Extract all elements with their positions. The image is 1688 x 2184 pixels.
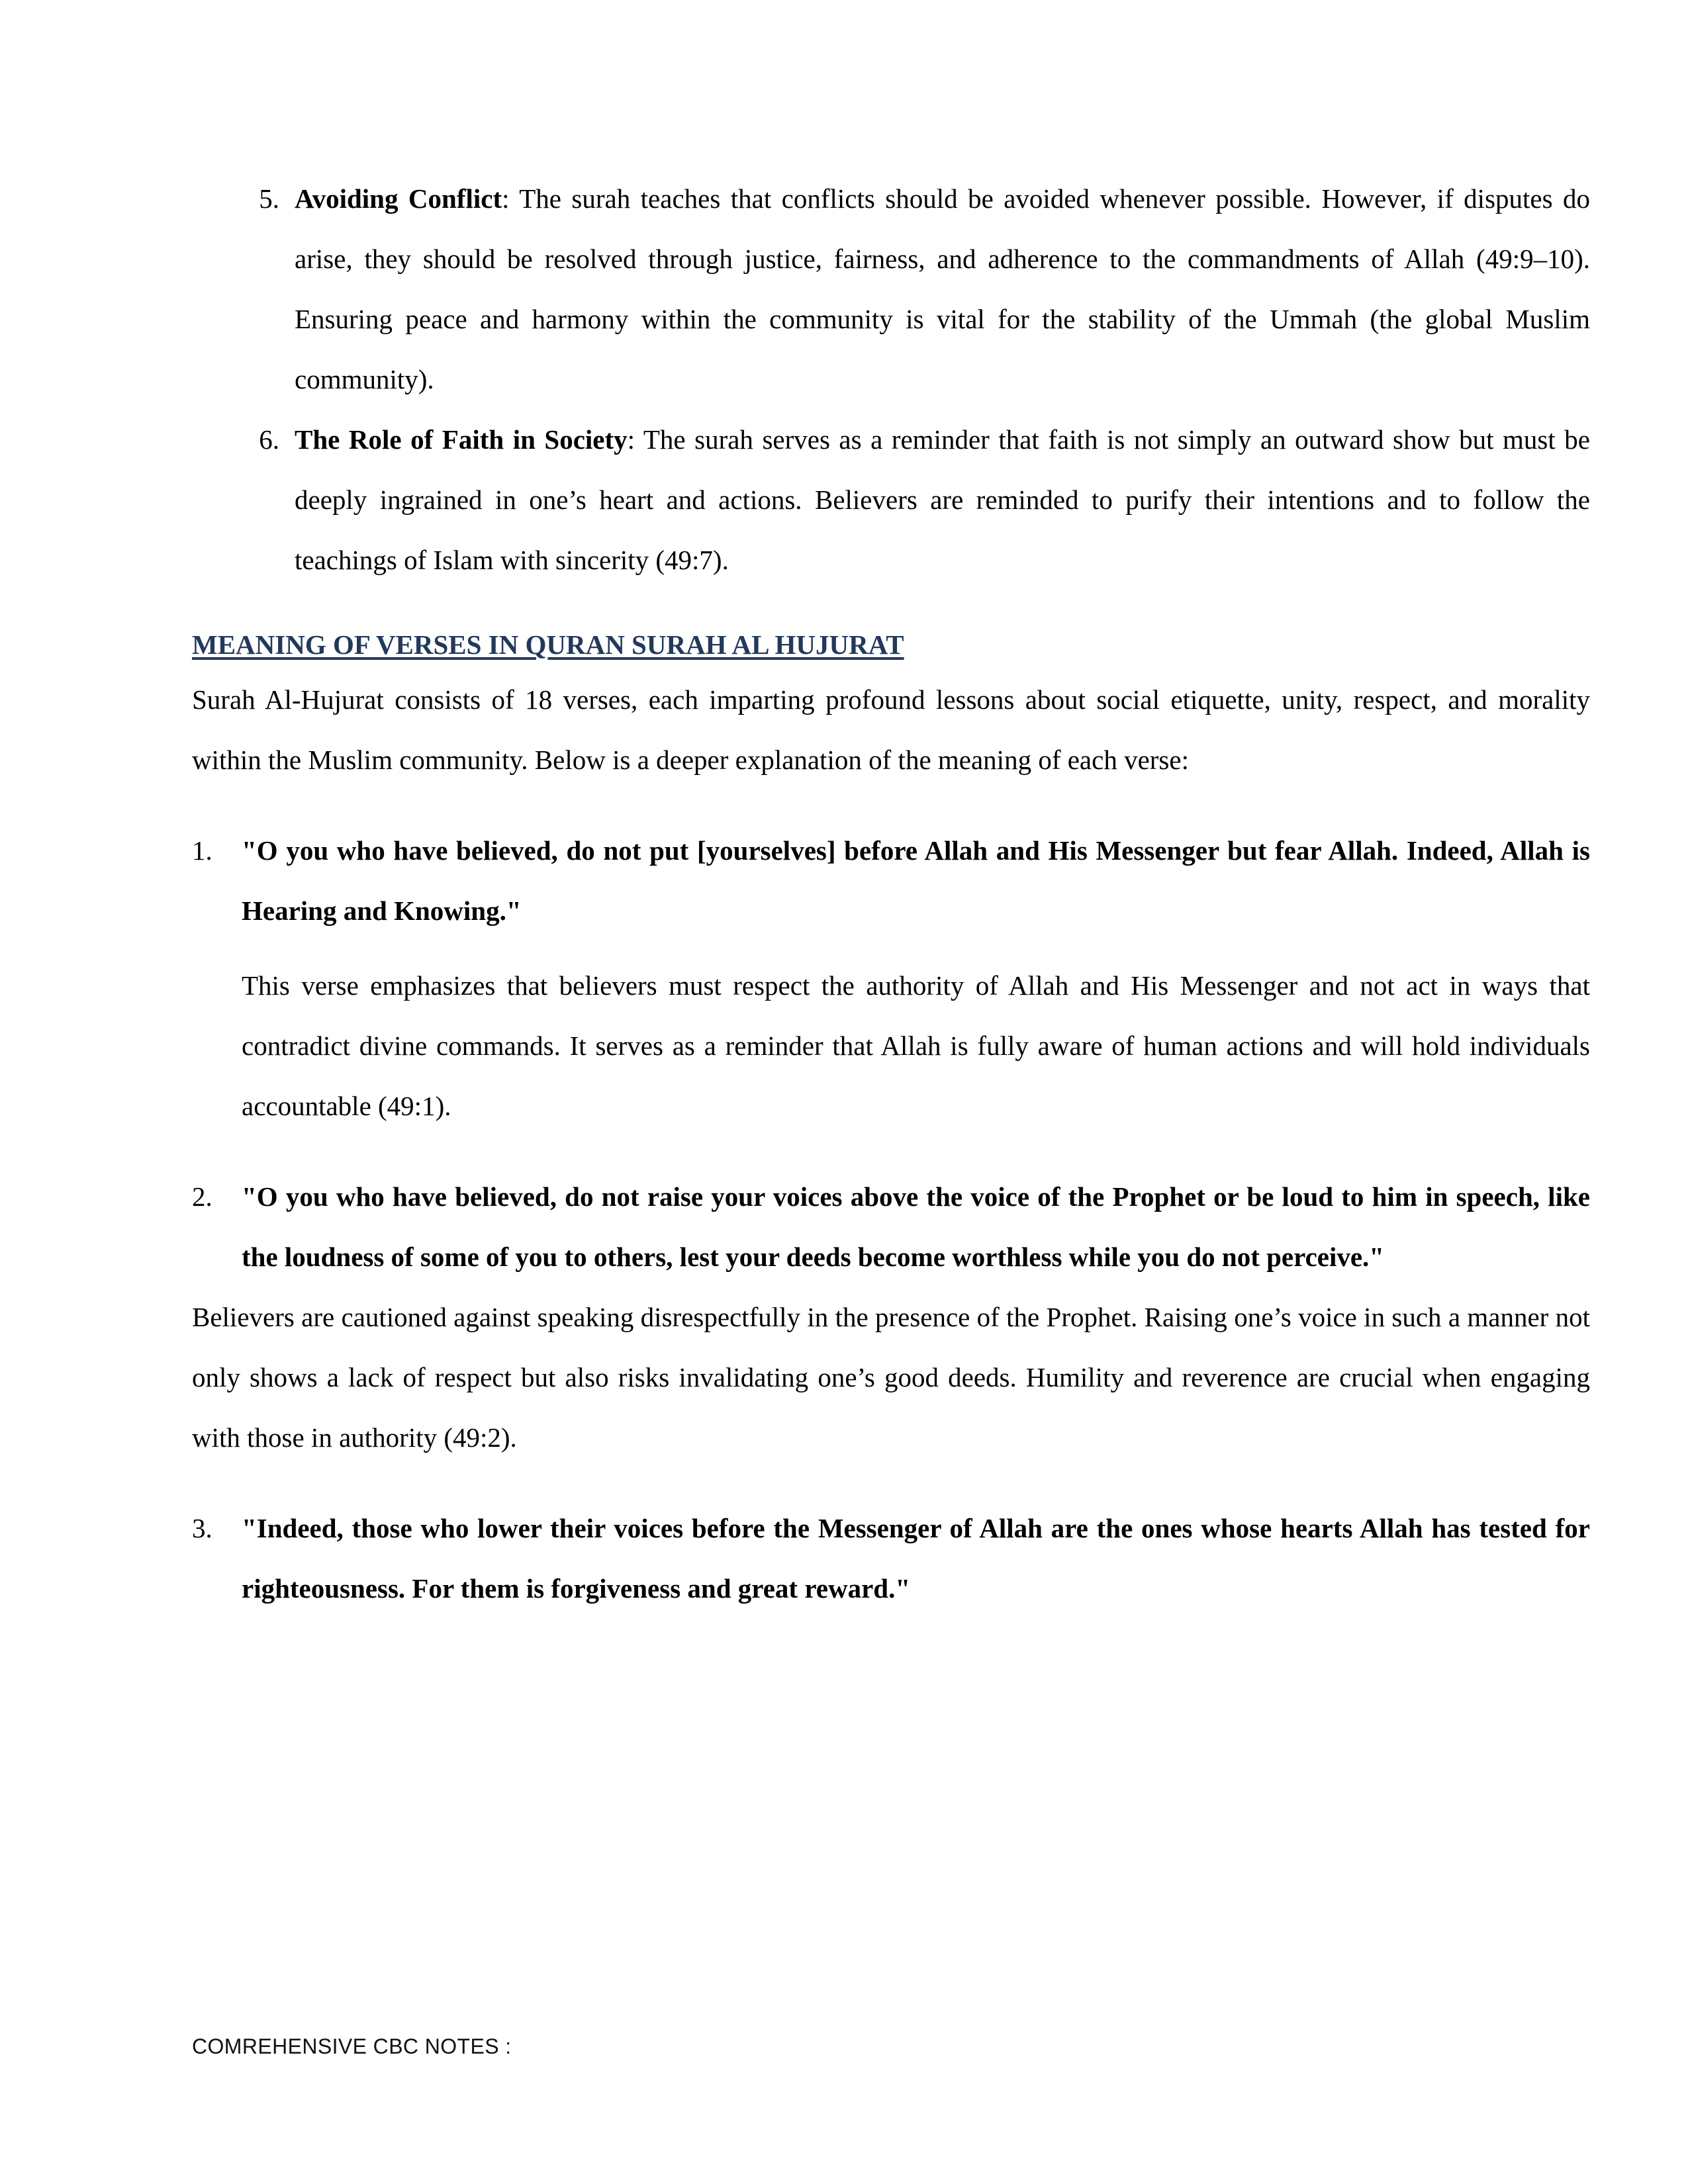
verse-item [192,1167,1590,1287]
section-heading: MEANING OF VERSES IN QURAN SURAH AL HUJURAT [192,629,904,660]
key-themes-list [192,169,1590,590]
page-content [192,169,1590,1619]
list-item-text [295,410,1590,590]
list-item [192,410,1590,590]
list-marker: 5. [259,183,279,214]
list-item-separator: : [502,183,520,214]
list-item-body: The surah teaches that conflicts should be avoided whenever possible. However, if disputes do arise, they should be resolved through justice, fairness, and adherence to the commandments of Allah (49:9–10). Ensuring peace and harmony within the community is vital for the stability of the Ummah (the global Muslim community). [295,183,1591,394]
verse-marker: 3. [192,1513,212,1543]
list-item-text [295,169,1590,410]
list-marker: 6. [259,424,279,455]
verse-marker: 2. [192,1181,212,1212]
list-item-body: The surah serves as a reminder that faith is not simply an outward show but must be deeply ingrained in one’s heart and actions. Believers are reminded to purify their intentions and to follow the teachings of Islam with sincerity (49:7). [295,424,1591,575]
verse-quote: "O you who have believed, do not put [yourselves] before Allah and His Messenger but fear Allah. Indeed, Allah is Hearing and Knowing." [242,835,1590,926]
verse-meaning-list [192,821,1590,1287]
section-intro-paragraph: Surah Al-Hujurat consists of 18 verses, each imparting profound lessons about social etiquette, unity, respect, and morality within the Muslim community. Below is a deeper explanation of the meaning of each verse: [192,684,1590,775]
verse-quote: "Indeed, those who lower their voices before the Messenger of Allah are the ones whose hearts Allah has tested for righteousness. For them is forgiveness and great reward." [242,1513,1590,1604]
verse-meaning-list-continued [192,1498,1590,1619]
page-footer: COMREHENSIVE CBC NOTES : [192,2034,512,2058]
verse-item [192,1498,1590,1619]
verse-2-explanation-paragraph: Believers are cautioned against speaking disrespectfully in the presence of the Prophet. Raising one’s voice in such a manner not only shows a lack of respect but also risks invalidating one’s good deeds. Humility and reverence are crucial when engaging with those in authority (49:2). [192,1302,1590,1453]
list-item-separator: : [627,424,643,455]
list-item [192,169,1590,410]
verse-marker: 1. [192,835,212,866]
verse-explanation: This verse emphasizes that believers must respect the authority of Allah and His Messenger and not act in ways that contradict divine commands. It serves as a reminder that Allah is fully aware of human actions and will hold individuals accountable (49:1). [242,970,1590,1121]
list-item-lead-in: The Role of Faith in Society [295,424,628,455]
list-item-lead-in: Avoiding Conflict [295,183,502,214]
verse-quote: "O you who have believed, do not raise your voices above the voice of the Prophet or be loud to him in speech, like the loudness of some of you to others, lest your deeds become worthless while you do not perceive." [242,1181,1590,1272]
verse-item [192,821,1590,1136]
